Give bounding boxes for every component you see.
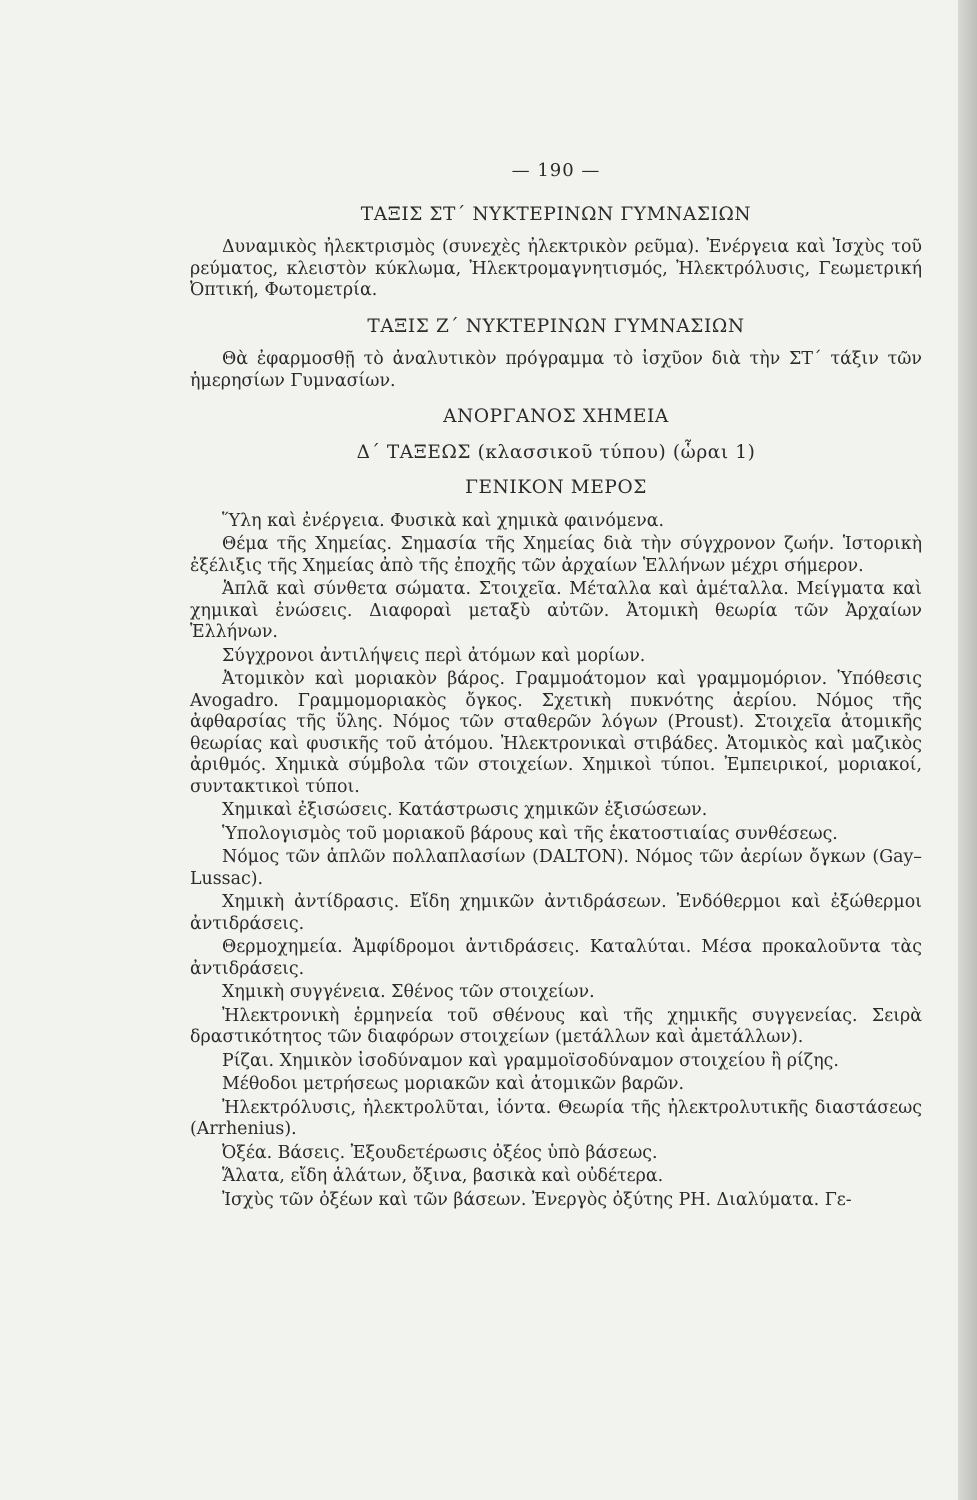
paragraph: Μέθοδοι μετρήσεως μοριακῶν καὶ ἀτομικῶν βαρῶν. <box>222 1074 685 1094</box>
paragraph: Ρίζαι. Χημικὸν ἰσοδύναμον καὶ γραμμοϊσοδύναμον στοιχείου ἢ ρίζης. <box>222 1050 839 1071</box>
paragraph: Νόμος τῶν ἁπλῶν πολλαπλασίων (DALTON). Νόμος τῶν ἀερίων ὄγκων (Gay–Lussac). <box>190 847 922 889</box>
paragraph: Ἠλεκτρονικὴ ἑρμηνεία τοῦ σθένους καὶ τῆς χημικῆς συγγενείας. Σειρὰ δραστικότητος τῶν διαφόρων στοιχείων (μετάλλων καὶ ἀμετάλλων). <box>190 1005 922 1047</box>
paragraph: Ἰσχὺς τῶν ὀξέων καὶ τῶν βάσεων. Ἐνεργὸς ὀξύτης PH. Διαλύματα. Γε- <box>222 1189 852 1210</box>
paragraph: Ἠλεκτρόλυσις, ἠλεκτρολῦται, ἰόντα. Θεωρία τῆς ἠλεκτρολυτικῆς διαστάσεως (Arrhenius). <box>190 1097 922 1139</box>
paragraph: Χημικὴ ἀντίδρασις. Εἴδη χημικῶν ἀντιδράσεων. Ἐνδόθερμοι καὶ ἐξώθερμοι ἀντιδράσεις. <box>190 892 922 934</box>
chemistry-title: ΑΝΟΡΓΑΝΟΣ ΧΗΜΕΙΑ <box>443 406 669 427</box>
part-title: ΓΕΝΙΚΟΝ ΜΕΡΟΣ <box>465 477 647 498</box>
paragraph: Δυναμικὸς ἠλεκτρισμὸς (συνεχὲς ἠλεκτρικὸν ρεῦμα). Ἐνέργεια καὶ Ἰσχὺς τοῦ ρεύματος, κλειστὸν κύκλωμα, Ἠλεκτρομαγνητισμός, Ἠλεκτρόλυσις, Γεωμετρική Ὀπτική, Φωτομετρία. <box>190 237 922 300</box>
class-line: Δ΄ ΤΑΞΕΩΣ (κλασσικοῦ τύπου) (ὧραι 1) <box>356 441 756 463</box>
paragraph: Ἀτομικὸν καὶ μοριακὸν βάρος. Γραμμοάτομον καὶ γραμμομόριον. Ὑπόθεσις Avogadro. Γραμμομοριακὸς ὄγκος. Σχετικὴ πυκνότης ἀερίου. Νόμος τῆς ἀφθαρσίας τῆς ὕλης. Νόμος τῶν σταθερῶν λόγων (Proust). Στοιχεῖα ἀτομικῆς θεωρίας καὶ φυσικῆς τοῦ ἀτόμου. Ἠλεκτρονικαὶ στιβάδες. Ἀτομικὸς καὶ μαζικὸς ἀριθμός. Χημικὰ σύμβολα τῶν στοιχείων. Χημικοὶ τύποι. Ἐμπειρικοί, μοριακοί, συντακτικοὶ τύποι. <box>190 669 922 797</box>
paragraph: Ὕλη καὶ ἐνέργεια. Φυσικὰ καὶ χημικὰ φαινόμενα. <box>222 510 665 531</box>
paragraph: Ἅλατα, εἴδη ἁλάτων, ὄξινα, βασικὰ καὶ οὐδέτερα. <box>222 1166 664 1186</box>
section-heading: ΤΑΞΙΣ Ζ΄ ΝΥΚΤΕΡΙΝΩΝ ΓΥΜΝΑΣΙΩΝ <box>367 315 745 337</box>
paragraph: Θερμοχημεία. Ἀμφίδρομοι ἀντιδράσεις. Καταλύται. Μέσα προκαλοῦντα τὰς ἀντιδράσεις. <box>190 937 922 979</box>
paragraph: Ὑπολογισμὸς τοῦ μοριακοῦ βάρους καὶ τῆς ἑκατοστιαίας συνθέσεως. <box>222 823 838 844</box>
paragraph: Χημικὴ συγγένεια. Σθένος τῶν στοιχείων. <box>222 982 595 1002</box>
page-edge <box>958 0 977 1500</box>
page-content <box>190 160 922 1213</box>
paragraph: Ὀξέα. Βάσεις. Ἐξουδετέρωσις ὀξέος ὑπὸ βάσεως. <box>222 1142 658 1163</box>
paragraph: Σύγχρονοι ἀντιλήψεις περὶ ἀτόμων καὶ μορίων. <box>222 645 646 666</box>
paragraph: Χημικαὶ ἐξισώσεις. Κατάστρωσις χημικῶν ἐξισώσεων. <box>222 800 708 820</box>
paragraph: Θὰ ἐφαρμοσθῇ τὸ ἀναλυτικὸν πρόγραμμα τὸ ἰσχῦον διὰ τὴν ΣΤ΄ τάξιν τῶν ἡμερησίων Γυμνασίων. <box>190 349 922 391</box>
paragraph: Ἁπλᾶ καὶ σύνθετα σώματα. Στοιχεῖα. Μέταλλα καὶ ἀμέταλλα. Μείγματα καὶ χημικαὶ ἐνώσεις. Διαφοραὶ μεταξὺ αὐτῶν. Ἀτομικὴ θεωρία τῶν Ἀρχαίων Ἑλλήνων. <box>190 579 922 642</box>
section-heading: ΤΑΞΙΣ ΣΤ΄ ΝΥΚΤΕΡΙΝΩΝ ΓΥΜΝΑΣΙΩΝ <box>360 203 752 225</box>
page-number: — 190 — <box>511 160 601 181</box>
paragraph: Θέμα τῆς Χημείας. Σημασία τῆς Χημείας διὰ τὴν σύγχρονον ζωήν. Ἱστορικὴ ἐξέλιξις τῆς Χημείας ἀπὸ τῆς ἐποχῆς τῶν ἀρχαίων Ἑλλήνων μέχρι σήμερον. <box>190 534 922 576</box>
